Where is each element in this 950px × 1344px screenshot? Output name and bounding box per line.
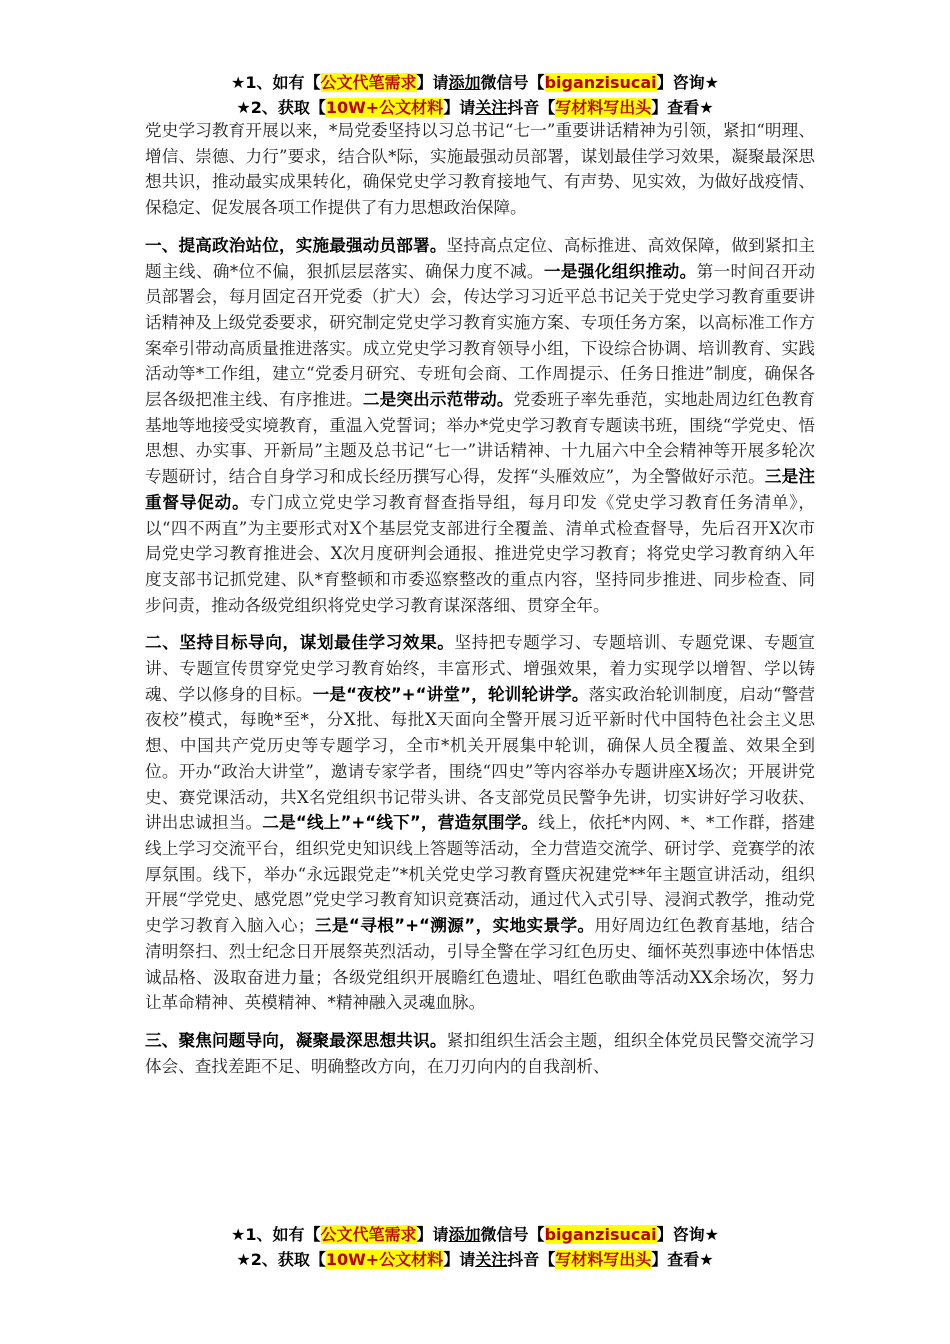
highlight: biganzisucai xyxy=(544,73,657,92)
banner-top-line1: ★1、如有【公文代笔需求】请添加微信号【biganzisucai】咨询★ xyxy=(231,73,719,92)
highlight: 写材料写出头 xyxy=(555,98,652,117)
highlight: 公文代笔需求 xyxy=(320,73,417,92)
highlight: 写材料写出头 xyxy=(555,1250,652,1269)
section-1-paragraph: 一、提高政治站位，实施最强动员部署。坚持高点定位、高标推进、高效保障，做到紧扣主题主线、确*位不偏，狠抓层层落实、确保力度不减。一是强化组织推动。第一时间召开动员部署会，每月固定召开党委（扩大）会，传达学习习近平总书记关于党史学习教育重要讲话精神及上级党委要求，研究制定党史学习教育实施方案、专项任务方案，以高标准工作方案牵引带动高质量推进落实。成立党史学习教育领导小组，下设综合协调、培训教育、实践活动等*工作组，建立“党委月研究、专班旬会商、工作周提示、任务日推进”制度，确保各层各级把准主线、有序推进。二是突出示范带动。党委班子率先垂范，实地赴周边红色教育基地等地接受实境教育，重温入党誓词；举办*党史学习教育专题读书班，围绕“学党史、悟思想、办实事、开新局”主题及总书记“七一”讲话精神、十九届六中全会精神等开展多轮次专题研讨，结合自身学习和成长经历撰写心得，发挥“头雁效应”，为全警做好示范。三是注重督导促动。专门成立党史学习教育督查指导组，每月印发《党史学习教育任务清单》，以“四不两直”为主要形式对X个基层党支部进行全覆盖、清单式检查督导，先后召开X次市局党史学习教育推进会、X次月度研判会通报、推进党史学习教育；将党史学习教育纳入年度支部书记抓党建、队*育整顿和市委巡察整改的重点内容，坚持同步推进、同步检查、同步问责，推动各级党组织将党史学习教育谋深落细、贯穿全年。 xyxy=(145,235,816,615)
section-1-point-1: 一是强化组织推动。 xyxy=(543,261,697,281)
section-1-point-2: 二是突出示范带动。 xyxy=(362,390,514,410)
section-1-point-3: 三是注重督导促动。 xyxy=(145,467,815,512)
highlight: 10W+公文材料 xyxy=(325,98,444,117)
section-3-heading: 三、聚焦问题导向，凝聚最深思想共识。 xyxy=(145,1030,447,1050)
section-2-heading: 二、坚持目标导向，谋划最佳学习效果。 xyxy=(145,633,455,653)
section-1-heading: 一、提高政治站位，实施最强动员部署。 xyxy=(145,235,447,255)
highlight: 10W+公文材料 xyxy=(325,1250,444,1269)
section-2-paragraph: 二、坚持目标导向，谋划最佳学习效果。坚持把专题学习、专题培训、专题党课、专题宣讲、专题宣传贯穿党史学习教育始终，丰富形式、增强效果，着力实现学以增智、学以铸魂、学以修身的目标。一是“夜校”+“讲堂”，轮训轮讲学。落实政治轮训制度，启动“警营夜校”模式，每晚*至*，分X批、每批X天面向全警开展习近平新时代中国特色社会主义思想、中国共产党历史等专题学习，全市*机关开展集中轮训，确保人员全覆盖、效果全到位。开办“政治大讲堂”，邀请专家学者，围绕“四史”等内容举办专题讲座X场次；开展讲党史、赛党课活动，共X名党组织书记带头讲、各支部党员民警争先讲，切实讲好学习收获、讲出忠诚担当。二是“线上”+“线下”，营造氛围学。线上，依托*内网、*、*工作群，搭建线上学习交流平台，组织党史知识线上答题等活动，全力营造交流学、研讨学、竞赛学的浓厚氛围。线下，举办“永远跟党走”*机关党史学习教育暨庆祝建党**年主题宣讲活动，组织开展“学党史、感党恩”党史学习教育知识竞赛活动，通过代入式引导、浸润式教学，推动党史学习教育入脑入心；三是“寻根”+“溯源”，实地实景学。用好周边红色教育基地，结合清明祭扫、烈士纪念日开展祭英烈活动，引导全警在学习红色历史、缅怀英烈事迹中体悟忠诚品格、汲取奋进力量；各级党组织开展瞻红色遗址、唱红色歌曲等活动XX余场次，努力让革命精神、英模精神、*精神融入灵魂血脉。 xyxy=(145,633,816,1013)
banner-top-line2: ★2、获取【10W+公文材料】请关注抖音【写材料写出头】查看★ xyxy=(236,98,714,117)
highlight: biganzisucai xyxy=(544,1225,657,1244)
section-2-point-3: 三是“寻根”+“溯源”，实地实景学。 xyxy=(314,916,595,936)
intro-paragraph: 党史学习教育开展以来，*局党委坚持以习总书记“七一”重要讲话精神为引领，紧扣“明理、增信、崇德、力行”要求，结合队*际，实施最强动员部署，谋划最佳学习效果，凝聚最深思想共识，推动最实成果转化，确保党史学习教育接地气、有声势、见实效，为做好战疫情、保稳定、促发展各项工作提供了有力思想政治保障。 xyxy=(145,121,815,218)
banner-bottom-line1: ★1、如有【公文代笔需求】请添加微信号【biganzisucai】咨询★ xyxy=(231,1225,719,1244)
section-2-point-1: 一是“夜校”+“讲堂”，轮训轮讲学。 xyxy=(312,684,589,704)
section-3-paragraph: 三、聚焦问题导向，凝聚最深思想共识。紧扣组织生活会主题，组织全体党员民警交流学习体会、查找差距不足、明确整改方向，在刀刃向内的自我剖析、 xyxy=(145,1030,816,1076)
section-2-point-2: 二是“线上”+“线下”，营造氛围学。 xyxy=(262,813,539,833)
banner-bottom-line2: ★2、获取【10W+公文材料】请关注抖音【写材料写出头】查看★ xyxy=(236,1250,714,1269)
highlight: 公文代笔需求 xyxy=(320,1225,417,1244)
document-body xyxy=(145,118,815,1091)
